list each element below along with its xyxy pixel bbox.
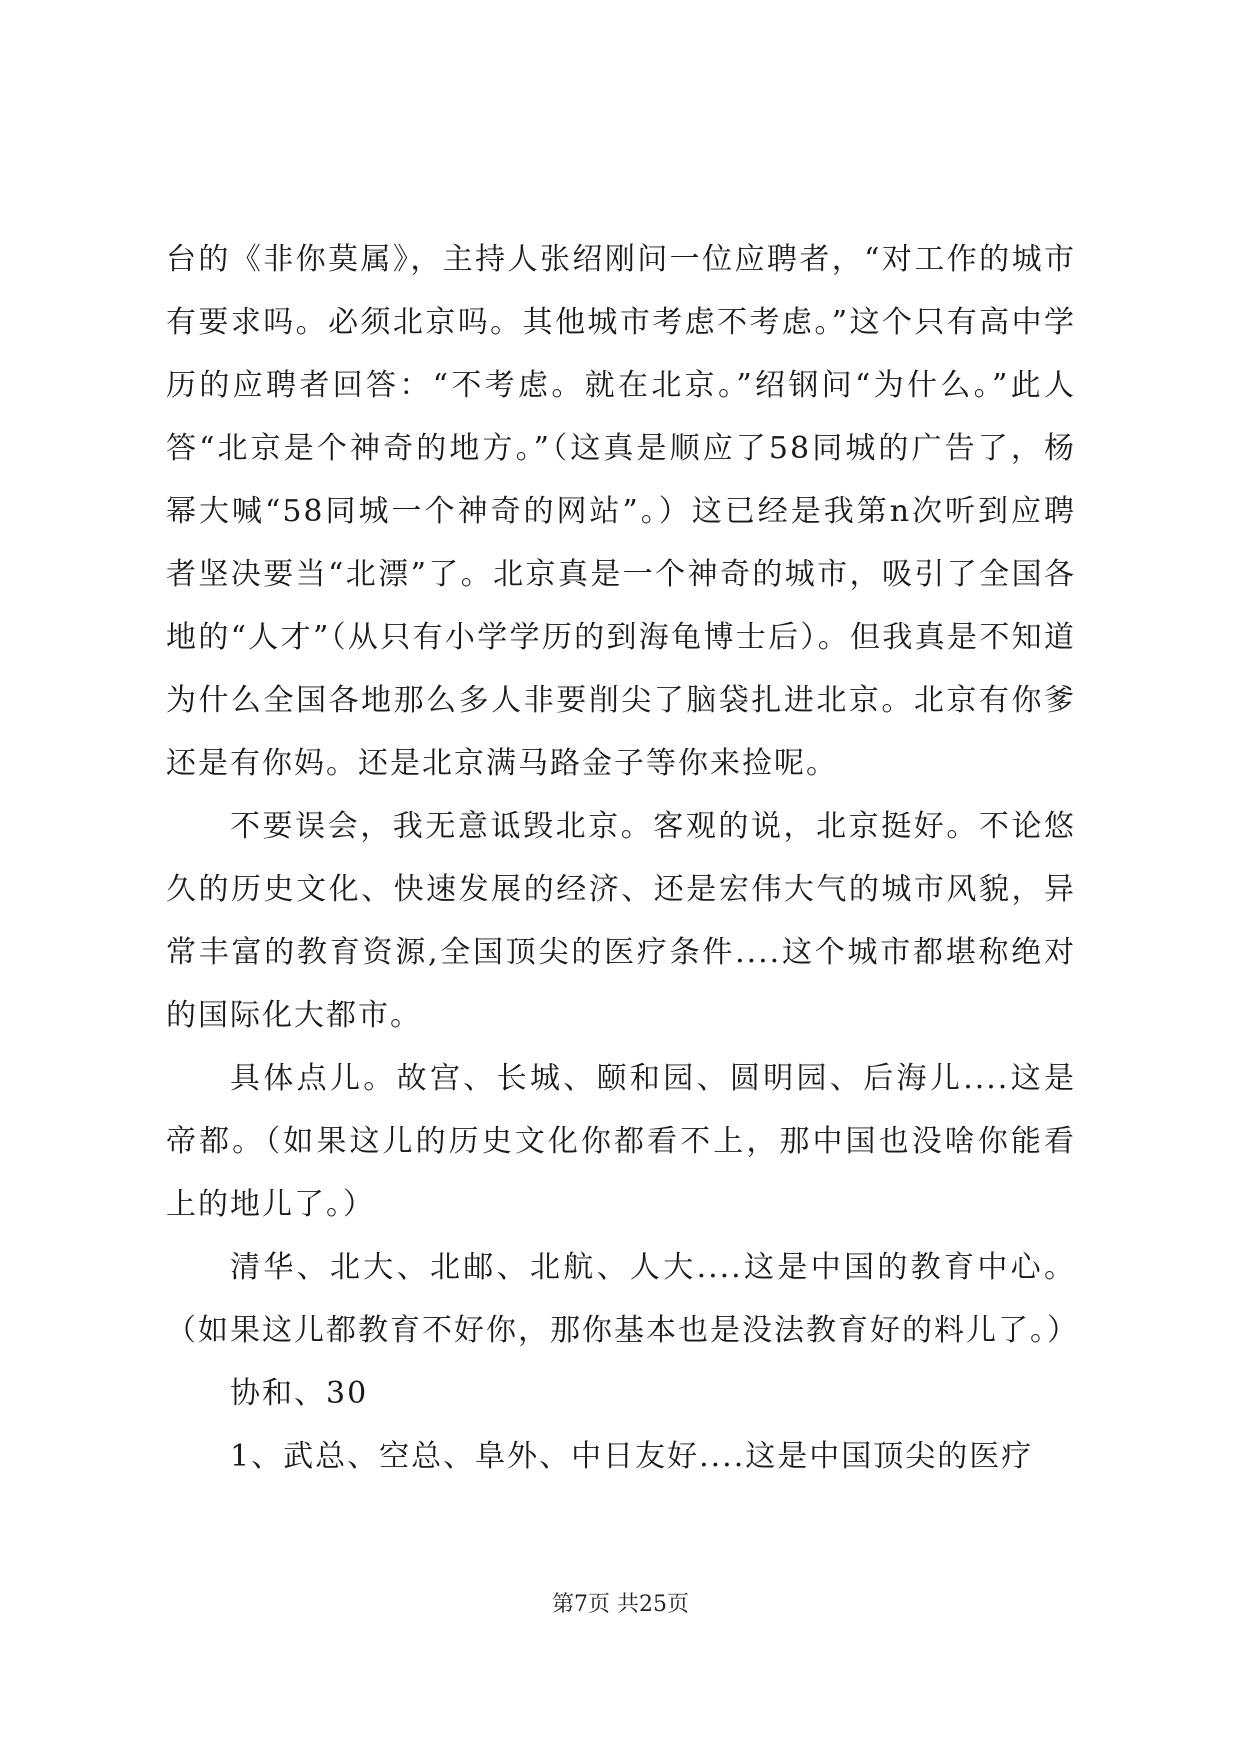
paragraph: 具体点儿。故宫、长城、颐和园、圆明园、后海儿....这是帝都。（如果这儿的历史文化你都看不上，那中国也没啥你能看上的地儿了。） [166,1061,1076,1222]
paragraph: 协和、30 [230,1376,369,1411]
paragraph: 1、武总、空总、阜外、中日友好....这是中国顶尖的医疗 [230,1439,1034,1474]
paragraph: 台的《非你莫属》，主持人张绍刚问一位应聘者，“对工作的城市有要求吗。必须北京吗。其他城市考虑不考虑。”这个只有高中学历的应聘者回答：“不考虑。就在北京。”绍钢问“为什么。”此人答“北京是个神奇的地方。”（这真是顺应了58同城的广告了，杨幂大喊“58同城一个神奇的网站”。）这已经是我第n次听到应聘者坚决要当“北漂”了。北京真是一个神奇的城市，吸引了全国各地的“人才”（从只有小学学历的到海龟博士后）。但我真是不知道为什么全国各地那么多人非要削尖了脑袋扎进北京。北京有你爹还是有你妈。还是北京满马路金子等你来捡呢。 [166,242,1076,781]
paragraph: 清华、北大、北邮、北航、人大....这是中国的教育中心。（如果这儿都教育不好你，那你基本也是没法教育好的料儿了。） [166,1250,1079,1348]
page-number-footer: 第7页 共25页 [552,1592,689,1617]
body-text [166,228,1079,1488]
paragraph: 不要误会，我无意诋毁北京。客观的说，北京挺好。不论悠久的历史文化、快速发展的经济、还是宏伟大气的城市风貌，异常丰富的教育资源,全国顶尖的医疗条件....这个城市都堪称绝对的国际化大都市。 [166,809,1076,1033]
